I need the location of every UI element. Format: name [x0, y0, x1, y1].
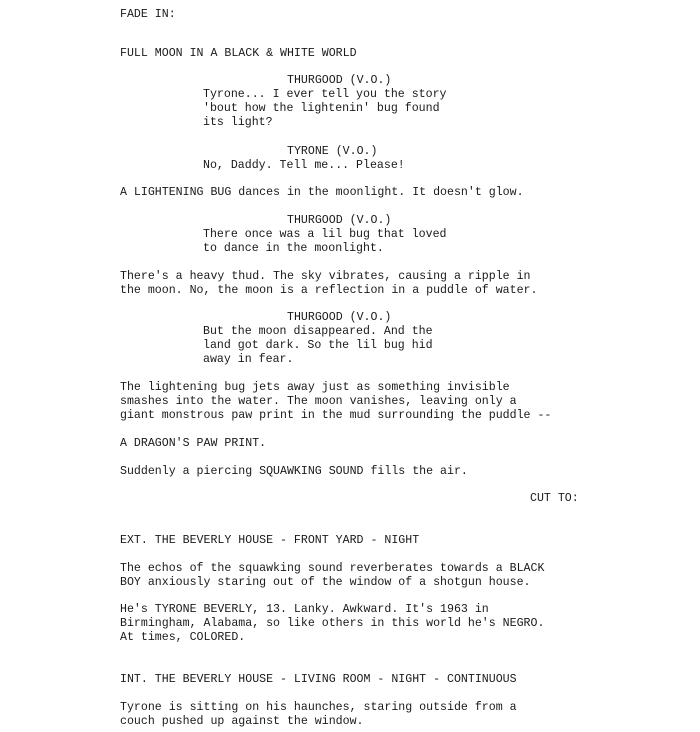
action-line: A LIGHTENING BUG dances in the moonlight. It doesn't glow.	[120, 186, 524, 199]
action-line: BOY anxiously staring out of the window of a shotgun house.	[120, 576, 531, 589]
action-line: Birmingham, Alabama, so like others in this world he's NEGRO.	[120, 617, 545, 630]
action-line: The lightening bug jets away just as something invisible	[120, 381, 510, 394]
scene-heading-int: INT. THE BEVERLY HOUSE - LIVING ROOM - NIGHT - CONTINUOUS	[120, 673, 517, 686]
transition-fade-in: FADE IN:	[120, 8, 176, 21]
dialogue-line: its light?	[203, 116, 273, 129]
action-line: Tyrone is sitting on his haunches, staring outside from a	[120, 701, 517, 714]
action-line: He's TYRONE BEVERLY, 13. Lanky. Awkward. It's 1963 in	[120, 603, 489, 616]
character-thurgood: THURGOOD (V.O.)	[287, 311, 392, 324]
action-line: At times, COLORED.	[120, 631, 246, 644]
dialogue-line: away in fear.	[203, 353, 294, 366]
scene-heading-ext: EXT. THE BEVERLY HOUSE - FRONT YARD - NIGHT	[120, 534, 420, 547]
action-line: The echos of the squawking sound reverberates towards a BLACK	[120, 562, 545, 575]
dialogue-line: But the moon disappeared. And the	[203, 325, 433, 338]
scene-heading-full-moon: FULL MOON IN A BLACK & WHITE WORLD	[120, 47, 357, 60]
action-line: smashes into the water. The moon vanishes, leaving only a	[120, 395, 517, 408]
character-thurgood: THURGOOD (V.O.)	[287, 74, 392, 87]
dialogue-line: 'bout how the lightenin' bug found	[203, 102, 440, 115]
action-line: Suddenly a piercing SQUAWKING SOUND fills the air.	[120, 465, 468, 478]
action-line: couch pushed up against the window.	[120, 715, 364, 728]
dialogue-line: No, Daddy. Tell me... Please!	[203, 159, 405, 172]
action-line: the moon. No, the moon is a reflection in a puddle of water.	[120, 284, 538, 297]
dialogue-line: land got dark. So the lil bug hid	[203, 339, 433, 352]
character-thurgood: THURGOOD (V.O.)	[287, 214, 392, 227]
dialogue-line: Tyrone... I ever tell you the story	[203, 88, 447, 101]
action-line: A DRAGON'S PAW PRINT.	[120, 437, 267, 450]
character-tyrone: TYRONE (V.O.)	[287, 145, 378, 158]
dialogue-line: to dance in the moonlight.	[203, 242, 384, 255]
dialogue-line: There once was a lil bug that loved	[203, 228, 447, 241]
action-line: giant monstrous paw print in the mud surrounding the puddle --	[120, 409, 552, 422]
transition-cut-to: CUT TO:	[530, 492, 579, 505]
action-line: There's a heavy thud. The sky vibrates, causing a ripple in	[120, 270, 531, 283]
